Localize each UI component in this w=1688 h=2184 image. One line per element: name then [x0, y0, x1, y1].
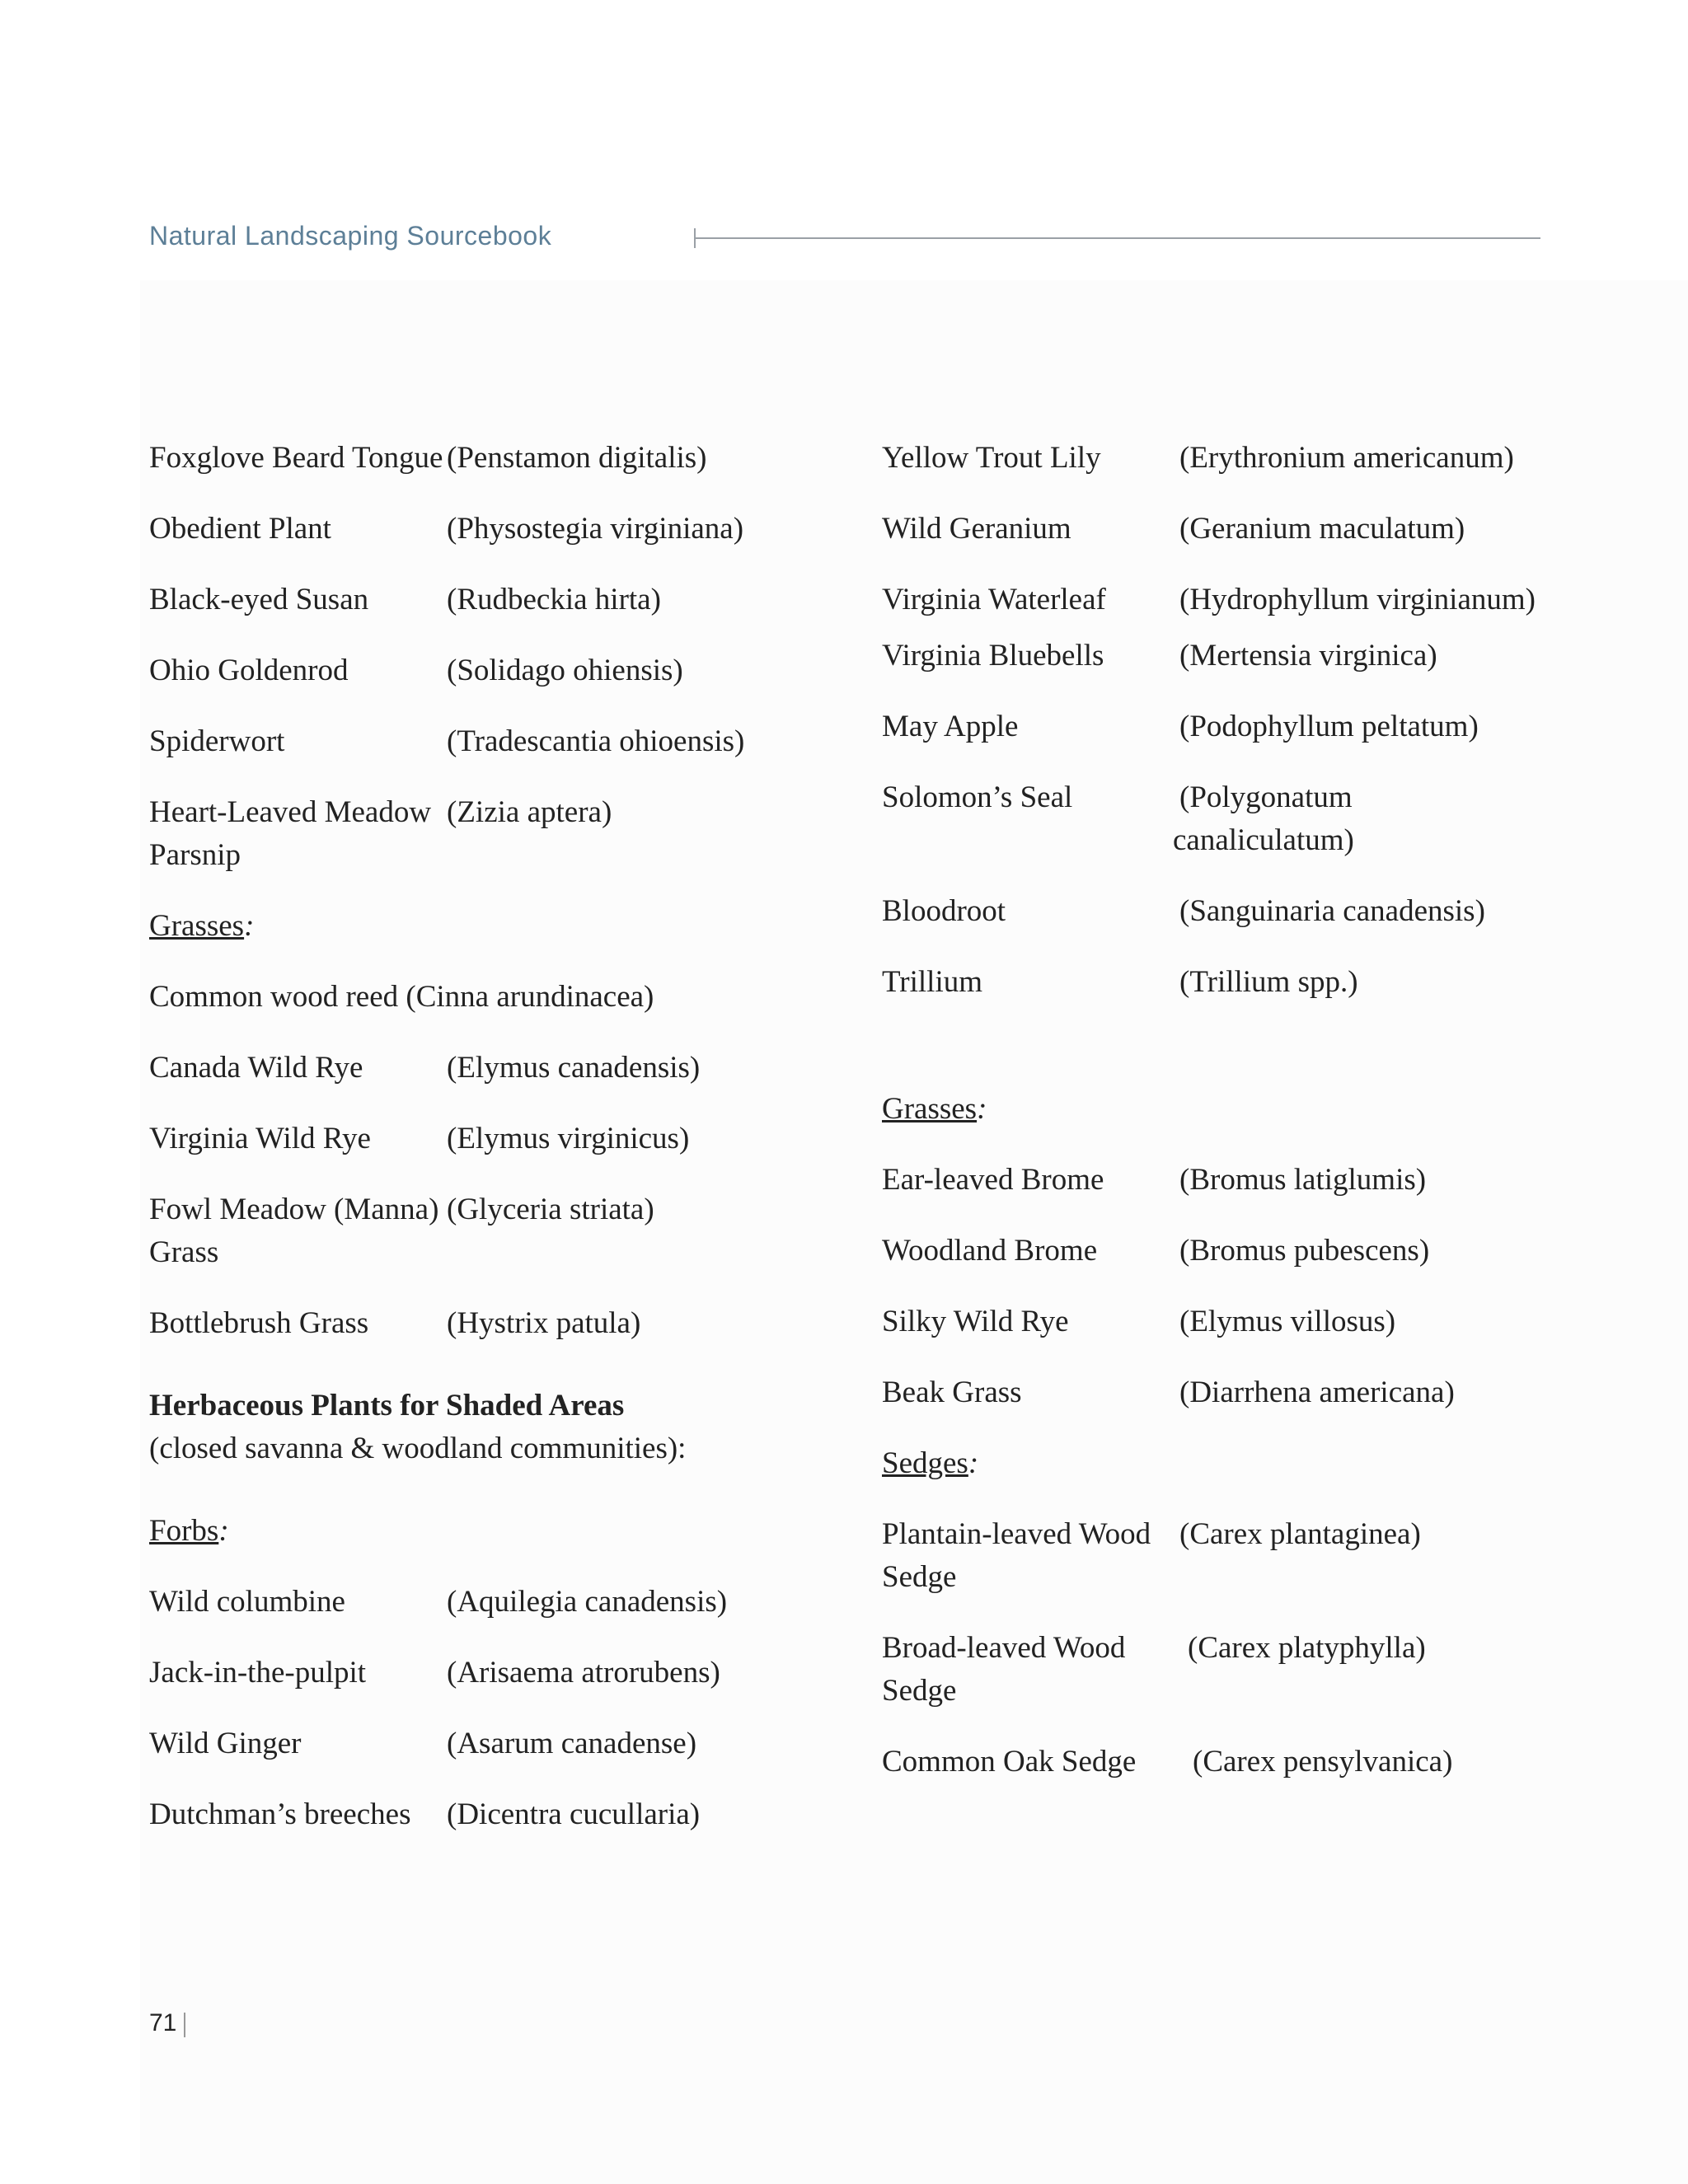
running-header-title: Natural Landscaping Sourcebook [149, 221, 552, 251]
latin-name: (Physostegia virginiana) [447, 512, 744, 546]
plant-row [149, 1302, 825, 1345]
common-name: Wild Geranium [882, 512, 1071, 546]
header-rule [694, 237, 1540, 239]
plant-row [149, 1722, 825, 1765]
latin-name: (Solidago ohiensis) [447, 654, 683, 687]
plant-row [882, 1301, 1541, 1343]
plant-row [149, 437, 825, 480]
section-label-text: Sedges [882, 1446, 968, 1480]
plant-row [882, 1627, 1541, 1713]
section-label-colon: : [218, 1514, 229, 1548]
plant-row [149, 1793, 825, 1836]
latin-name: (Geranium maculatum) [1179, 512, 1465, 546]
common-name: Spiderwort [149, 724, 285, 758]
plant-row [149, 508, 825, 551]
latin-name: (Arisaema atrorubens) [447, 1656, 720, 1690]
common-name: Virginia Wild Rye [149, 1122, 371, 1155]
plant-row [882, 437, 1541, 480]
latin-name: (Carex platyphylla) [1188, 1631, 1426, 1665]
plant-row [149, 1047, 825, 1090]
common-name: Silky Wild Rye [882, 1305, 1069, 1338]
latin-name: (Sanguinaria canadensis) [1179, 894, 1485, 928]
latin-name-line: canaliculatum) [1173, 823, 1354, 857]
latin-name: (Elymus canadensis) [447, 1051, 701, 1085]
common-name: Obedient Plant [149, 512, 331, 546]
plant-row [882, 635, 1541, 677]
common-name: Bloodroot [882, 894, 1006, 928]
section-label-text: Forbs [149, 1514, 219, 1548]
latin-name: (Elymus villosus) [1179, 1305, 1396, 1338]
latin-name: (Tradescantia ohioensis) [447, 724, 745, 758]
plant-row [882, 1513, 1541, 1599]
common-name: Virginia Bluebells [882, 639, 1104, 673]
common-name: Woodland Brome [882, 1234, 1098, 1268]
common-name: Ohio Goldenrod [149, 654, 349, 687]
plant-row [882, 1230, 1541, 1272]
plant-row [882, 508, 1541, 551]
latin-name: (Glyceria striata) [447, 1193, 654, 1226]
common-name: Canada Wild Rye [149, 1051, 363, 1085]
common-name: Wild Ginger [149, 1727, 302, 1760]
plant-row [149, 649, 825, 692]
section-label-colon: : [968, 1446, 979, 1480]
common-name: Trillium [882, 965, 983, 999]
plant-row [882, 890, 1541, 933]
latin-name: (Asarum canadense) [447, 1727, 697, 1760]
latin-name: (Carex pensylvanica) [1193, 1745, 1453, 1779]
plant-row [149, 1118, 825, 1160]
section-label-colon: : [977, 1092, 987, 1126]
common-name: Dutchman’s breeches [149, 1797, 411, 1831]
spacer [882, 1032, 1541, 1088]
common-name: Plantain-leaved Wood Sedge [882, 1517, 1151, 1594]
plant-row [882, 1159, 1541, 1202]
common-name: Ear-leaved Brome [882, 1163, 1104, 1197]
right-column [882, 437, 1541, 1811]
latin-name: (Erythronium americanum) [1179, 441, 1514, 475]
latin-name: (Aquilegia canadensis) [447, 1585, 728, 1619]
common-name: Foxglove Beard Tongue [149, 441, 443, 475]
plant-row [149, 720, 825, 763]
latin-name: (Rudbeckia hirta) [447, 583, 661, 616]
common-name: May Apple [882, 710, 1019, 743]
common-name: Yellow Trout Lily [882, 441, 1101, 475]
latin-name: (Hystrix patula) [447, 1306, 641, 1340]
latin-name: (Bromus pubescens) [1179, 1234, 1430, 1268]
section-label-text: Grasses [882, 1092, 978, 1126]
plant-row [149, 1652, 825, 1694]
section-label-sedges [882, 1442, 1541, 1485]
latin-name: (Penstamon digitalis) [447, 441, 707, 475]
latin-name: (Dicentra cucullaria) [447, 1797, 701, 1831]
plant-row [882, 705, 1541, 748]
common-name: Fowl Meadow (Manna) Grass [149, 1193, 439, 1269]
common-name: Heart-Leaved Meadow Parsnip [149, 795, 432, 872]
plant-row [882, 1371, 1541, 1414]
latin-name: (Zizia aptera) [447, 795, 612, 829]
plant-row [882, 961, 1541, 1004]
plant-row [882, 1741, 1541, 1783]
common-name: Jack-in-the-pulpit [149, 1656, 367, 1690]
latin-name: (Diarrhena americana) [1179, 1376, 1455, 1409]
common-name: Virginia Waterleaf [882, 583, 1106, 616]
latin-name [1173, 776, 1541, 862]
plant-row [149, 791, 825, 877]
latin-name: (Podophyllum peltatum) [1179, 710, 1479, 743]
common-name: Bottlebrush Grass [149, 1306, 369, 1340]
latin-name: (Trillium spp.) [1179, 965, 1358, 999]
common-name: Black-eyed Susan [149, 583, 369, 616]
plant-row [149, 1188, 825, 1274]
latin-name: (Elymus virginicus) [447, 1122, 690, 1155]
plant-row [882, 579, 1541, 621]
section-label-colon: : [244, 909, 255, 943]
common-name: Solomon’s Seal [882, 780, 1073, 814]
section-heading: Herbaceous Plants for Shaded Areas [149, 1389, 625, 1422]
common-name: Common Oak Sedge [882, 1745, 1137, 1779]
latin-name: (Mertensia virginica) [1179, 639, 1437, 673]
plant-row-inline: Common wood reed (Cinna arundinacea) [149, 980, 654, 1014]
left-column [149, 437, 825, 1864]
section-label-grasses [882, 1088, 1541, 1131]
common-name: Broad-leaved Wood Sedge [882, 1631, 1126, 1708]
common-name: Wild columbine [149, 1585, 345, 1619]
section-label-forbs [149, 1510, 825, 1553]
section-label-text: Grasses [149, 909, 245, 943]
plant-row [882, 776, 1541, 862]
latin-name: (Hydrophyllum virginianum) [1179, 583, 1536, 616]
latin-name: (Carex plantaginea) [1179, 1517, 1421, 1551]
section-label-grasses [149, 905, 825, 948]
latin-name-line: (Polygonatum [1179, 780, 1353, 814]
page-number: 71 [149, 2009, 177, 2036]
plant-row [149, 579, 825, 621]
latin-name: (Bromus latiglumis) [1179, 1163, 1427, 1197]
common-name: Beak Grass [882, 1376, 1022, 1409]
section-subheading: (closed savanna & woodland communities): [149, 1432, 687, 1465]
plant-row [149, 1581, 825, 1624]
page-number-divider [184, 2013, 185, 2037]
